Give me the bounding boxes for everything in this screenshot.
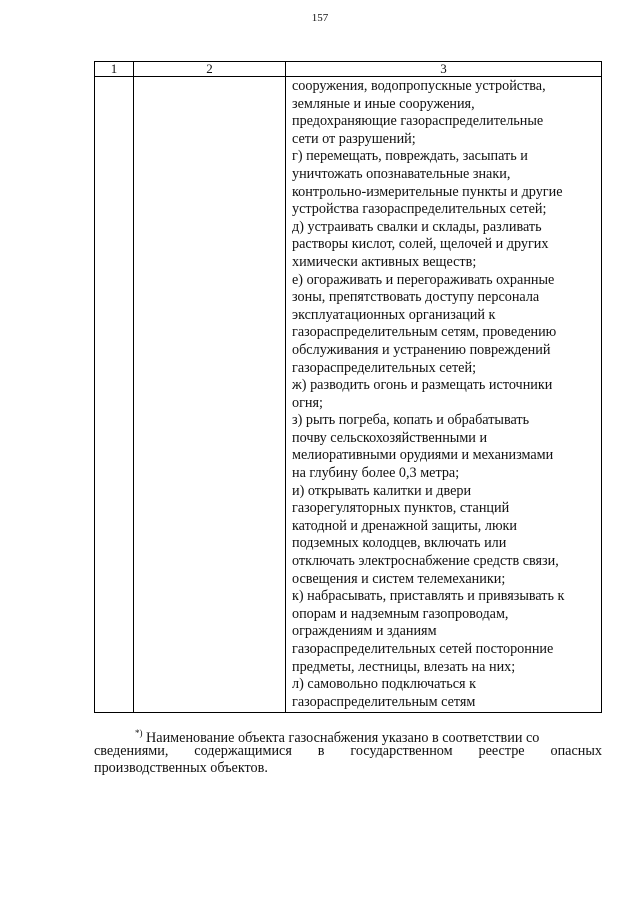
text-line: контрольно-измерительные пункты и другие: [292, 183, 563, 200]
text-line: эксплуатационных организаций к: [292, 306, 496, 323]
footnote-line-3: производственных объектов.: [94, 760, 268, 777]
footnote-word: реестре: [478, 742, 525, 759]
table-cell-col3: [286, 77, 602, 713]
column-header-1: 1: [95, 62, 134, 77]
page-number: 157: [311, 12, 329, 24]
text-line: земляные и иные сооружения,: [292, 95, 475, 112]
text-line: освещения и систем телемеханики;: [292, 570, 506, 587]
text-line: опорам и надземным газопроводам,: [292, 605, 509, 622]
text-line: химически активных веществ;: [292, 253, 477, 270]
table-cell-col2: [134, 77, 286, 713]
table-cell-col1: [95, 77, 134, 713]
text-line: г) перемещать, повреждать, засыпать и: [292, 148, 528, 165]
footnote-marker: *): [135, 728, 143, 738]
text-line: мелиоративными орудиями и механизмами: [292, 447, 554, 464]
text-line: отключать электроснабжение средств связи,: [292, 553, 559, 570]
footnote-word: сведениями,: [94, 742, 169, 759]
text-line: зоны, препятствовать доступу персонала: [292, 289, 540, 306]
footnote: [94, 725, 602, 778]
footnote-word: в: [317, 742, 325, 759]
text-line: з) рыть погреба, копать и обрабатывать: [292, 412, 530, 429]
text-line: ж) разводить огонь и размещать источники: [292, 377, 553, 394]
footnote-word: содержащимися: [194, 742, 292, 759]
text-line: обслуживания и устранению повреждений: [292, 341, 551, 358]
text-line: сооружения, водопропускные устройства,: [292, 78, 546, 94]
text-line: газораспределительным сетям, проведению: [292, 324, 557, 341]
text-line: устройства газораспределительных сетей;: [292, 201, 547, 218]
prohibitions-list: [292, 78, 597, 711]
footnote-word: опасных: [550, 742, 602, 759]
text-line: огня;: [292, 394, 323, 411]
text-line: л) самовольно подключаться к: [292, 676, 477, 693]
text-line: предохраняющие газораспределительные: [292, 113, 544, 130]
content-table: [94, 61, 602, 713]
text-line: и) открывать калитки и двери: [292, 482, 472, 499]
footnote-line-1: [94, 725, 602, 746]
text-line: е) огораживать и перегораживать охранные: [292, 271, 555, 288]
text-line: к) набрасывать, приставлять и привязывать к: [292, 588, 565, 605]
text-line: уничтожать опознавательные знаки,: [292, 165, 511, 182]
text-line: предметы, лестницы, влезать на них;: [292, 658, 516, 675]
text-line: газораспределительным сетям: [292, 693, 476, 710]
text-line: катодной и дренажной защиты, люки: [292, 517, 518, 534]
text-line: ограждениям и зданиям: [292, 623, 437, 640]
text-line: газораспределительных сетей посторонние: [292, 641, 554, 657]
footnote-text-1: Наименование объекта газоснабжения указано в соответствии со: [146, 730, 540, 746]
table-header-row: [95, 62, 602, 77]
column-header-2: 2: [134, 62, 286, 77]
text-line: газорегуляторных пунктов, станций: [292, 500, 510, 517]
text-line: газораспределительных сетей;: [292, 359, 477, 376]
text-line: подземных колодцев, включать или: [292, 535, 507, 552]
table-row: [95, 77, 602, 713]
text-line: сети от разрушений;: [292, 130, 416, 147]
text-line: на глубину более 0,3 метра;: [292, 465, 460, 482]
text-line: почву сельскохозяйственными и: [292, 429, 488, 446]
column-header-3: 3: [286, 62, 602, 77]
text-line: растворы кислот, солей, щелочей и других: [292, 236, 549, 253]
footnote-word: государственном: [350, 742, 453, 759]
text-line: д) устраивать свалки и склады, разливать: [292, 218, 542, 235]
